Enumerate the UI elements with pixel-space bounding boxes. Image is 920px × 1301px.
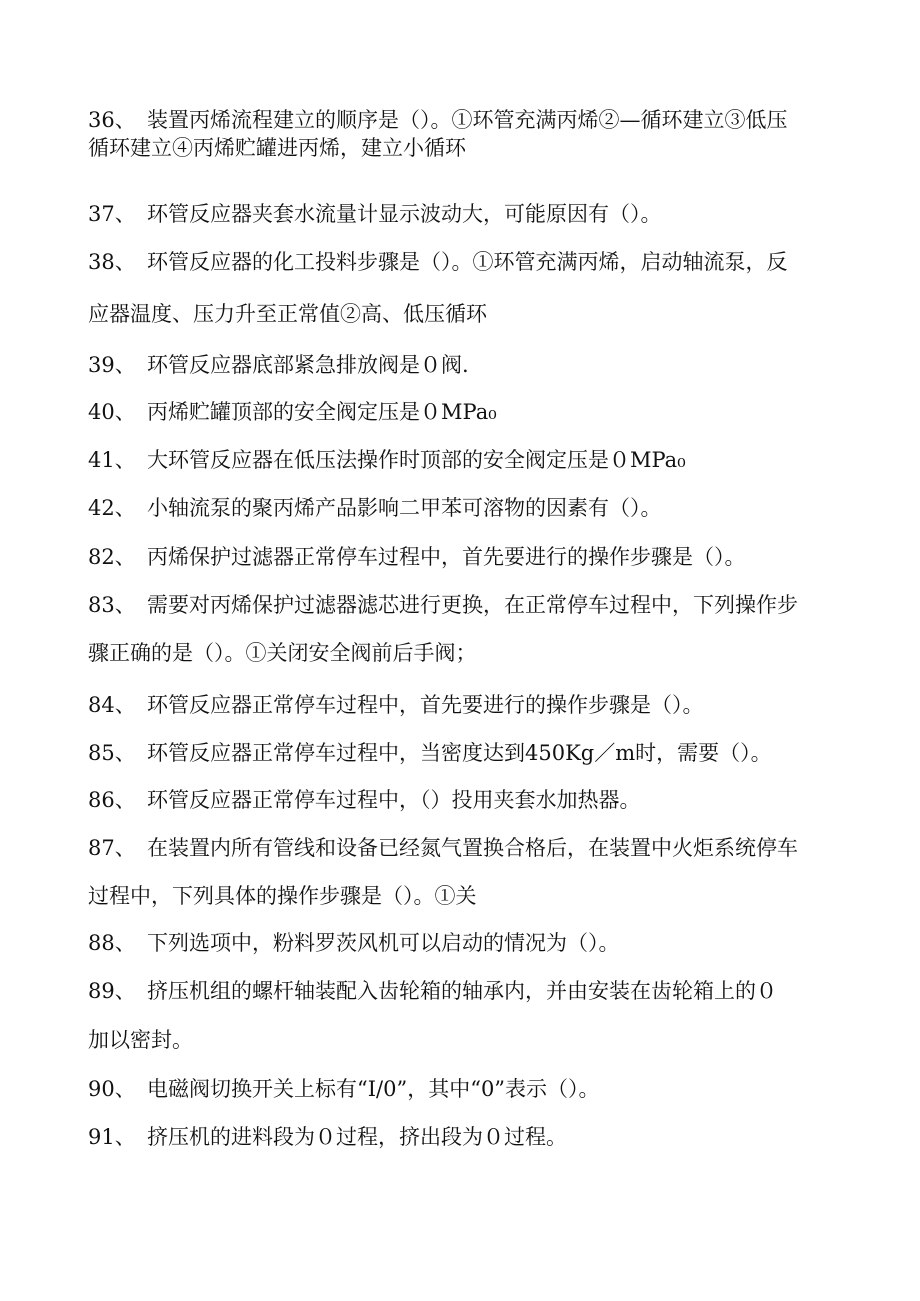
question-text: 小轴流泵的聚丙烯产品影响二甲苯可溶物的因素有（）。: [147, 496, 662, 520]
question-39: [88, 352, 469, 378]
question-number: 38、: [88, 250, 136, 274]
question-number: 91、: [88, 1125, 136, 1149]
question-number: 40、: [88, 400, 136, 424]
question-41: [88, 447, 686, 473]
question-text: 挤压机组的螺杆轴装配入齿轮箱的轴承内，并由安装在齿轮箱上的０: [147, 979, 777, 1003]
question-text: 环管反应器正常停车过程中，首先要进行的操作步骤是（）。: [147, 693, 704, 717]
question-number: 37、: [88, 202, 136, 226]
question-text: 装置丙烯流程建立的顺序是（）。①环管充满丙烯②—循环建立③低压: [147, 108, 788, 132]
question-number: 89、: [88, 979, 136, 1003]
question-number: 84、: [88, 693, 136, 717]
question-88: [88, 930, 620, 956]
question-number: 83、: [88, 593, 136, 617]
question-number: 88、: [88, 931, 136, 955]
question-text: 丙烯贮罐顶部的安全阀定压是０MPa₀: [147, 400, 497, 424]
question-text: 需要对丙烯保护过滤器滤芯进行更换，在正常停车过程中，下列操作步: [147, 593, 798, 617]
question-37: [88, 201, 662, 227]
question-text: 电磁阀切换开关上标有“I/0”，其中“0”表示（）。: [147, 1077, 600, 1101]
question-number: 42、: [88, 496, 136, 520]
question-38: [88, 249, 788, 275]
question-90: [88, 1076, 600, 1102]
question-text: 大环管反应器在低压法操作时顶部的安全阀定压是０MPa₀: [147, 448, 686, 472]
question-number: 82、: [88, 545, 136, 569]
question-number: 87、: [88, 836, 136, 860]
question-number: 41、: [88, 448, 136, 472]
question-42: [88, 495, 662, 521]
question-83-cont: 骤正确的是（）。①关闭安全阀前后手阀；: [88, 641, 477, 665]
question-text: 在装置内所有管线和设备已经氮气置换合格后，在装置中火炬系统停车: [147, 836, 798, 860]
question-number: 36、: [88, 108, 136, 132]
question-40: [88, 399, 497, 425]
question-text: 环管反应器正常停车过程中，当密度达到450Kg／m时，需要（）。: [147, 741, 772, 765]
question-89-cont: 加以密封。: [88, 1028, 193, 1052]
question-text: 丙烯保护过滤器正常停车过程中，首先要进行的操作步骤是（）。: [147, 545, 746, 569]
question-number: 86、: [88, 788, 136, 812]
question-number: 85、: [88, 741, 136, 765]
question-text: 环管反应器底部紧急排放阀是０阀.: [147, 353, 469, 377]
question-87-cont: 过程中，下列具体的操作步骤是（）。①关: [88, 884, 477, 908]
question-38-cont: 应器温度、压力升至正常值②高、低压循环: [88, 302, 487, 326]
question-text: 下列选项中，粉料罗茨风机可以启动的情况为（）。: [147, 931, 620, 955]
question-84: [88, 692, 704, 718]
question-36-cont: 循环建立④丙烯贮罐进丙烯，建立小循环: [88, 136, 466, 160]
question-85: [88, 740, 772, 766]
question-83: [88, 592, 798, 618]
question-text: 挤压机的进料段为０过程，挤出段为０过程。: [147, 1125, 567, 1149]
question-82: [88, 544, 746, 570]
question-number: 90、: [88, 1077, 136, 1101]
question-36: [88, 107, 788, 133]
question-text: 环管反应器正常停车过程中，（）投用夹套水加热器。: [147, 788, 641, 812]
question-text: 环管反应器的化工投料步骤是（）。①环管充满丙烯，启动轴流泵，反: [147, 250, 788, 274]
question-text: 环管反应器夹套水流量计显示波动大，可能原因有（）。: [147, 202, 662, 226]
question-86: [88, 787, 641, 813]
question-87: [88, 835, 798, 861]
question-89: [88, 978, 777, 1004]
question-number: 39、: [88, 353, 136, 377]
question-91: [88, 1124, 567, 1150]
